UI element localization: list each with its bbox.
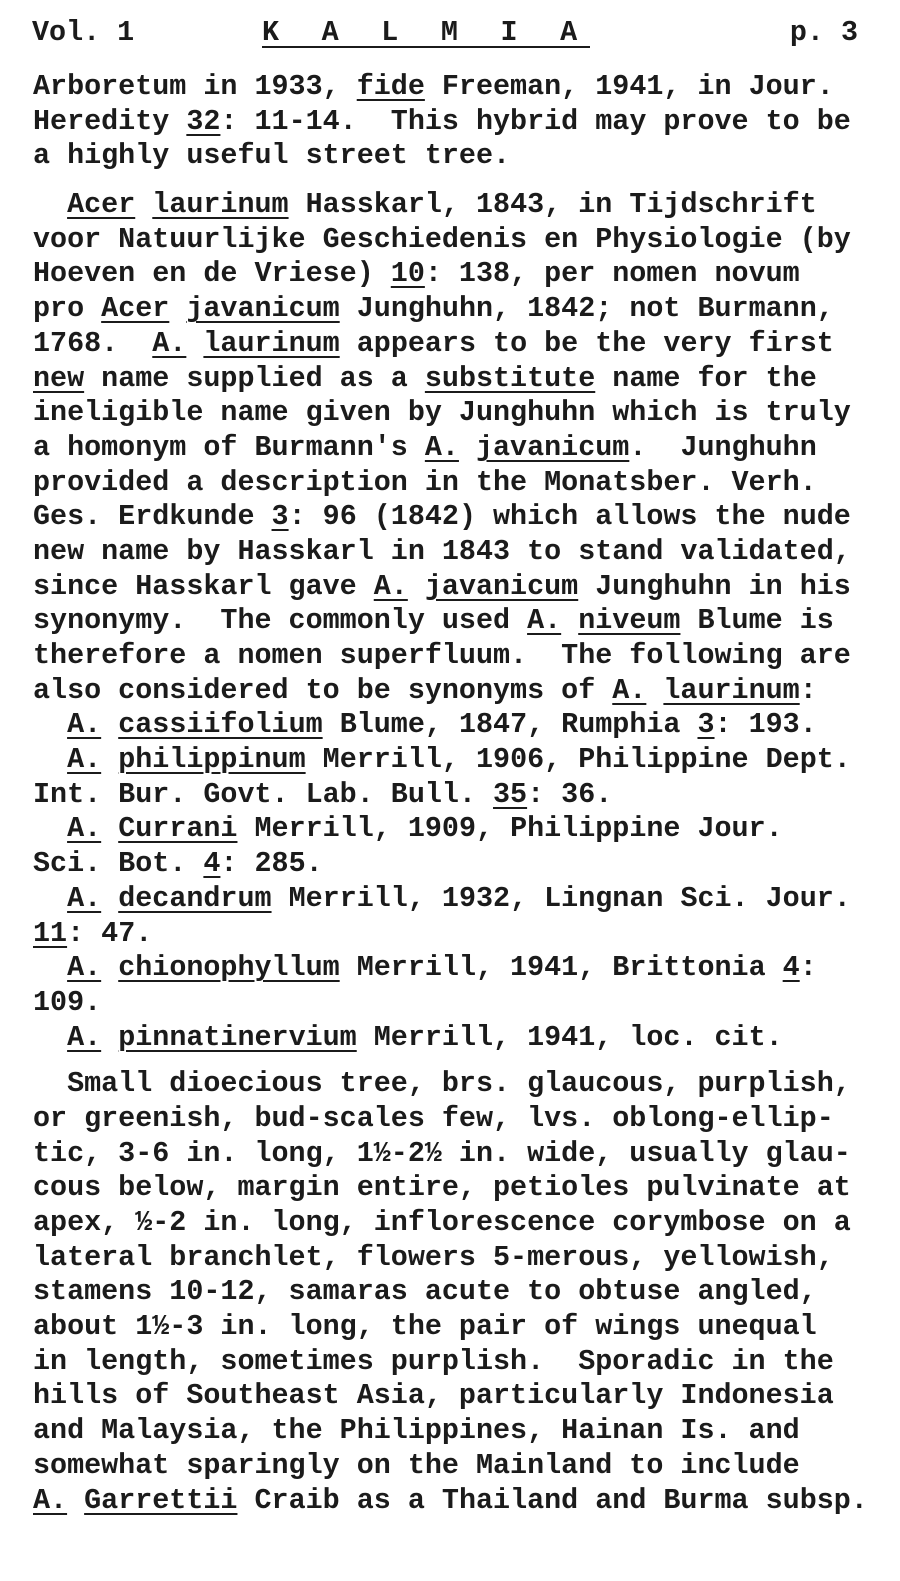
text-line	[33, 1345, 863, 1380]
underlined-text: javanicum	[186, 292, 340, 326]
text-run: Hoeven en de Vriese)	[33, 257, 391, 291]
underlined-text: A.	[67, 708, 102, 742]
text-line	[33, 1483, 868, 1519]
underlined-text: A.	[373, 569, 408, 603]
underlined-text: A.	[152, 326, 187, 360]
text-run: : 138, per nomen novum	[424, 257, 800, 291]
text-run: cous below, margin entire, petioles pulvinate at	[33, 1171, 851, 1205]
text-line	[33, 1137, 863, 1172]
underlined-text: A.	[67, 881, 102, 915]
underlined-text: chionophyllum	[118, 951, 340, 985]
underlined-text: A.	[527, 604, 562, 638]
text-run	[459, 431, 476, 464]
text-run: provided a description in the Monatsber. Verh.	[33, 465, 817, 499]
underlined-text: cassiifolium	[118, 708, 323, 742]
underlined-text: 35	[493, 777, 528, 811]
underlined-text: javanicum	[475, 430, 630, 464]
text-run: tic, 3-6 in. long, 1½-2½ in. wide, usually glau-	[33, 1136, 851, 1170]
document-body	[33, 70, 868, 1518]
text-run: pro	[33, 292, 102, 326]
text-line	[33, 882, 863, 917]
text-line	[33, 70, 863, 105]
text-line	[33, 1171, 863, 1206]
underlined-text: niveum	[578, 604, 681, 638]
text-run	[33, 708, 67, 741]
text-line	[33, 951, 863, 986]
text-line	[33, 292, 863, 327]
text-run: and Malaysia, the Philippines, Hainan Is. and	[33, 1414, 800, 1448]
text-run: synonymy. The commonly used	[33, 604, 528, 638]
text-run: Merrill, 1941, loc. cit.	[356, 1020, 783, 1054]
underlined-text: laurinum	[203, 326, 340, 360]
paragraph	[33, 1067, 868, 1518]
text-run: Heredity	[33, 104, 187, 138]
text-run: : 47.	[67, 916, 153, 950]
text-line	[33, 1241, 863, 1276]
text-run	[101, 951, 118, 984]
text-line	[33, 1310, 863, 1345]
underlined-text: decandrum	[118, 881, 272, 915]
text-run: or greenish, bud-scales few, lvs. oblong-ellip-	[33, 1101, 834, 1135]
text-run: appears to be the very first	[339, 326, 834, 360]
text-run	[67, 1484, 84, 1517]
text-run: new name by Hasskarl in 1843 to stand validated,	[33, 534, 851, 568]
page-number: p. 3	[789, 16, 858, 49]
underlined-text: pinnatinervium	[118, 1020, 357, 1054]
text-line	[33, 105, 863, 140]
text-run	[33, 1021, 67, 1054]
text-line	[33, 604, 863, 639]
text-run: somewhat sparingly on the Mainland to include	[33, 1448, 800, 1482]
journal-title: K A L M I A	[262, 16, 590, 49]
text-line	[33, 257, 863, 292]
text-line	[33, 396, 863, 431]
text-run: 109.	[33, 985, 102, 1019]
text-run: Hasskarl, 1843, in Tijdschrift	[288, 188, 817, 222]
text-run	[646, 674, 663, 707]
underlined-text: 32	[186, 104, 221, 138]
text-line	[33, 743, 863, 778]
underlined-text: javanicum	[424, 569, 579, 603]
text-run	[101, 882, 118, 915]
underlined-text: A.	[612, 673, 647, 707]
text-run: : 193.	[714, 708, 817, 742]
underlined-text: 10	[390, 257, 425, 291]
text-run	[33, 743, 67, 776]
underlined-text: A.	[424, 430, 459, 464]
underlined-text: substitute	[424, 361, 596, 395]
text-line	[33, 223, 863, 258]
text-run: Small dioecious tree, brs. glaucous, purplish,	[33, 1067, 851, 1101]
text-run: 1768.	[33, 326, 153, 360]
text-line	[33, 1275, 863, 1310]
paragraph-gap	[33, 174, 863, 188]
underlined-text: A.	[67, 812, 102, 846]
underlined-text: Garrettii	[84, 1483, 238, 1517]
text-line	[33, 1102, 863, 1137]
text-line	[33, 362, 863, 397]
text-run: . Junghuhn	[629, 430, 817, 464]
text-run	[101, 812, 118, 845]
text-line	[33, 327, 863, 362]
text-line	[33, 917, 863, 952]
underlined-text: A.	[67, 743, 102, 777]
underlined-text: new	[33, 361, 85, 395]
text-line	[33, 778, 863, 813]
text-run: name for the	[595, 361, 817, 395]
page-header	[32, 16, 858, 56]
text-line	[33, 708, 863, 743]
text-run	[33, 882, 67, 915]
text-run: about 1½-3 in. long, the pair of wings unequal	[33, 1310, 817, 1344]
text-run: Ges. Erdkunde	[33, 500, 272, 534]
text-line	[33, 500, 863, 535]
text-run: : 11-14. This hybrid may prove to be	[220, 104, 851, 138]
underlined-text: Acer	[67, 188, 136, 222]
text-run: Junghuhn, 1842; not Burmann,	[339, 292, 834, 326]
text-run	[33, 951, 67, 984]
text-line	[33, 1414, 863, 1449]
text-run	[33, 188, 67, 221]
text-run: also considered to be synonyms of	[33, 673, 613, 707]
text-run: Int. Bur. Govt. Lab. Bull.	[33, 777, 494, 811]
text-line	[33, 1067, 863, 1102]
text-run: Merrill, 1941, Brittonia	[339, 951, 783, 985]
text-run	[561, 604, 578, 637]
text-line	[33, 847, 863, 882]
text-run: Merrill, 1932, Lingnan Sci. Jour.	[271, 881, 851, 915]
volume-label: Vol. 1	[32, 16, 135, 49]
underlined-text: laurinum	[152, 188, 289, 222]
text-run: since Hasskarl gave	[33, 569, 374, 603]
text-run: : 36.	[527, 777, 613, 811]
text-run: Junghuhn in his	[578, 569, 851, 603]
text-line	[33, 1449, 863, 1484]
text-run	[101, 743, 118, 776]
text-run: therefore a nomen superfluum. The following are	[33, 639, 851, 672]
text-run: a homonym of Burmann's	[33, 430, 425, 464]
text-line	[33, 431, 863, 466]
underlined-text: A.	[67, 1020, 102, 1054]
underlined-text: Currani	[118, 812, 238, 846]
text-line	[33, 466, 863, 501]
underlined-text: 11	[33, 916, 68, 950]
paragraph-gap	[33, 1055, 863, 1067]
text-run: Merrill, 1909, Philippine Jour.	[237, 812, 783, 846]
text-line	[33, 1379, 863, 1414]
text-run: in length, sometimes purplish. Sporadic in the	[33, 1344, 834, 1378]
underlined-text: A.	[67, 951, 102, 985]
text-run: Freeman, 1941, in Jour.	[424, 70, 834, 103]
text-line	[33, 139, 863, 174]
text-run: : 96 (1842) which allows the nude	[288, 500, 851, 534]
text-run	[33, 812, 67, 845]
text-run: voor Natuurlijke Geschiedenis en Physiologie (by	[33, 222, 851, 256]
text-line	[33, 1021, 863, 1056]
underlined-text: Acer	[101, 292, 170, 326]
text-run: a highly useful street tree.	[33, 139, 511, 173]
text-line	[33, 812, 863, 847]
text-run: Blume is	[680, 604, 834, 638]
text-run: :	[799, 673, 817, 707]
underlined-text: laurinum	[663, 673, 800, 707]
text-run	[186, 327, 203, 360]
text-run: Sci. Bot.	[33, 847, 204, 881]
text-line	[33, 674, 863, 709]
text-run: Merrill, 1906, Philippine Dept.	[305, 743, 851, 777]
text-run: lateral branchlet, flowers 5-merous, yellowish,	[33, 1240, 834, 1274]
text-line	[33, 1206, 863, 1241]
text-run: apex, ½-2 in. long, inflorescence corymbose on a	[33, 1206, 851, 1239]
text-run	[408, 570, 425, 603]
underlined-text: 3	[271, 500, 289, 534]
text-line	[33, 986, 863, 1021]
text-run: name supplied as a	[84, 361, 425, 395]
text-run: : 285.	[220, 847, 323, 881]
underlined-text: fide	[356, 70, 425, 103]
text-line	[33, 570, 863, 605]
underlined-text: 3	[697, 708, 715, 742]
paragraph	[33, 70, 863, 174]
text-run: Craib as a Thailand and Burma subsp.	[237, 1483, 868, 1517]
underlined-text: philippinum	[118, 743, 306, 777]
text-line	[33, 188, 863, 223]
text-run: Blume, 1847, Rumphia	[322, 708, 698, 742]
underlined-text: 4	[782, 951, 800, 985]
text-run: hills of Southeast Asia, particularly Indonesia	[33, 1379, 834, 1413]
text-run: :	[799, 951, 817, 985]
underlined-text: 4	[203, 847, 221, 881]
text-line	[33, 639, 863, 674]
text-run: ineligible name given by Junghuhn which is truly	[33, 396, 851, 430]
paragraph	[33, 188, 863, 1055]
text-run	[101, 1021, 118, 1054]
text-run	[169, 292, 186, 325]
text-run: Arboretum in 1933,	[33, 70, 357, 103]
underlined-text: A.	[33, 1483, 68, 1517]
text-run	[135, 188, 152, 221]
text-run	[101, 708, 118, 741]
text-run: stamens 10-12, samaras acute to obtuse angled,	[33, 1275, 817, 1309]
text-line	[33, 535, 863, 570]
